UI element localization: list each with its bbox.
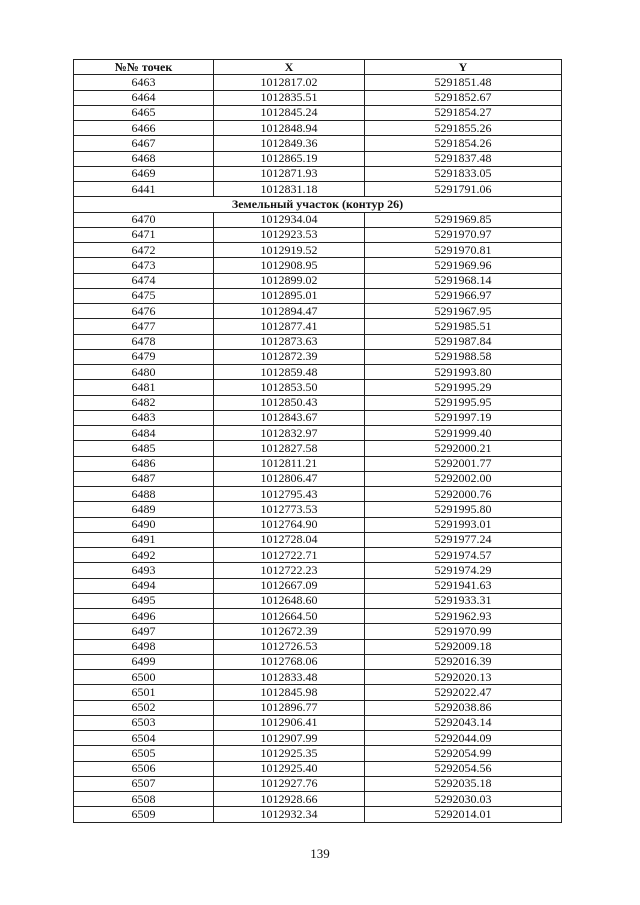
cell-point-number: 6470 — [74, 212, 214, 227]
cell-y: 5291985.51 — [365, 319, 562, 334]
cell-y: 5291852.67 — [365, 90, 562, 105]
cell-point-number: 6477 — [74, 319, 214, 334]
cell-y: 5291999.40 — [365, 426, 562, 441]
cell-point-number: 6441 — [74, 182, 214, 197]
cell-y: 5292043.14 — [365, 715, 562, 730]
cell-y: 5291941.63 — [365, 578, 562, 593]
cell-y: 5291833.05 — [365, 166, 562, 181]
table-row — [74, 90, 562, 105]
cell-point-number: 6489 — [74, 502, 214, 517]
cell-x: 1012934.04 — [214, 212, 365, 227]
cell-x: 1012907.99 — [214, 731, 365, 746]
cell-x: 1012845.24 — [214, 105, 365, 120]
cell-x: 1012773.53 — [214, 502, 365, 517]
cell-x: 1012817.02 — [214, 75, 365, 90]
cell-x: 1012667.09 — [214, 578, 365, 593]
cell-point-number: 6474 — [74, 273, 214, 288]
cell-point-number: 6467 — [74, 136, 214, 151]
table-row — [74, 258, 562, 273]
cell-y: 5291970.99 — [365, 624, 562, 639]
table-row — [74, 136, 562, 151]
cell-point-number: 6478 — [74, 334, 214, 349]
cell-x: 1012722.71 — [214, 548, 365, 563]
cell-y: 5291988.58 — [365, 349, 562, 364]
header-x: X — [214, 60, 365, 75]
cell-point-number: 6464 — [74, 90, 214, 105]
cell-x: 1012894.47 — [214, 304, 365, 319]
cell-x: 1012726.53 — [214, 639, 365, 654]
cell-point-number: 6473 — [74, 258, 214, 273]
cell-point-number: 6471 — [74, 227, 214, 242]
cell-y: 5291969.96 — [365, 258, 562, 273]
table-row — [74, 334, 562, 349]
cell-point-number: 6494 — [74, 578, 214, 593]
header-point-number: №№ точек — [74, 60, 214, 75]
cell-x: 1012859.48 — [214, 365, 365, 380]
cell-point-number: 6499 — [74, 654, 214, 669]
cell-y: 5292038.86 — [365, 700, 562, 715]
cell-x: 1012845.98 — [214, 685, 365, 700]
cell-x: 1012919.52 — [214, 243, 365, 258]
table-row — [74, 75, 562, 90]
cell-point-number: 6492 — [74, 548, 214, 563]
cell-x: 1012896.77 — [214, 700, 365, 715]
table-row — [74, 624, 562, 639]
cell-point-number: 6472 — [74, 243, 214, 258]
table-row — [74, 487, 562, 502]
table-row — [74, 548, 562, 563]
table-row — [74, 182, 562, 197]
cell-x: 1012849.36 — [214, 136, 365, 151]
cell-y: 5291974.57 — [365, 548, 562, 563]
table-row — [74, 365, 562, 380]
cell-point-number: 6497 — [74, 624, 214, 639]
table-row — [74, 670, 562, 685]
cell-x: 1012848.94 — [214, 121, 365, 136]
table-row — [74, 166, 562, 181]
cell-y: 5291855.26 — [365, 121, 562, 136]
cell-y: 5292044.09 — [365, 731, 562, 746]
table-body — [74, 75, 562, 822]
cell-x: 1012728.04 — [214, 532, 365, 547]
cell-y: 5291993.01 — [365, 517, 562, 532]
cell-point-number: 6483 — [74, 410, 214, 425]
cell-y: 5291995.80 — [365, 502, 562, 517]
cell-y: 5291974.29 — [365, 563, 562, 578]
table-row — [74, 273, 562, 288]
table-row — [74, 121, 562, 136]
cell-point-number: 6504 — [74, 731, 214, 746]
section-row — [74, 197, 562, 212]
cell-x: 1012932.34 — [214, 807, 365, 822]
cell-x: 1012806.47 — [214, 471, 365, 486]
table-row — [74, 319, 562, 334]
cell-y: 5291970.81 — [365, 243, 562, 258]
cell-point-number: 6482 — [74, 395, 214, 410]
table-row — [74, 456, 562, 471]
cell-point-number: 6495 — [74, 593, 214, 608]
table-row — [74, 502, 562, 517]
cell-point-number: 6469 — [74, 166, 214, 181]
cell-x: 1012648.60 — [214, 593, 365, 608]
cell-point-number: 6503 — [74, 715, 214, 730]
cell-x: 1012899.02 — [214, 273, 365, 288]
cell-y: 5291933.31 — [365, 593, 562, 608]
cell-point-number: 6484 — [74, 426, 214, 441]
cell-x: 1012877.41 — [214, 319, 365, 334]
cell-y: 5292020.13 — [365, 670, 562, 685]
cell-x: 1012850.43 — [214, 395, 365, 410]
table-row — [74, 792, 562, 807]
table-header-row — [74, 60, 562, 75]
table-row — [74, 563, 562, 578]
cell-x: 1012768.06 — [214, 654, 365, 669]
table-row — [74, 105, 562, 120]
cell-point-number: 6485 — [74, 441, 214, 456]
cell-x: 1012811.21 — [214, 456, 365, 471]
cell-point-number: 6466 — [74, 121, 214, 136]
cell-point-number: 6508 — [74, 792, 214, 807]
cell-point-number: 6468 — [74, 151, 214, 166]
cell-x: 1012872.39 — [214, 349, 365, 364]
cell-y: 5292035.18 — [365, 776, 562, 791]
cell-y: 5292009.18 — [365, 639, 562, 654]
cell-x: 1012925.35 — [214, 746, 365, 761]
table-row — [74, 578, 562, 593]
cell-x: 1012928.66 — [214, 792, 365, 807]
cell-point-number: 6486 — [74, 456, 214, 471]
table-row — [74, 700, 562, 715]
cell-x: 1012871.93 — [214, 166, 365, 181]
cell-y: 5292022.47 — [365, 685, 562, 700]
cell-point-number: 6479 — [74, 349, 214, 364]
cell-point-number: 6490 — [74, 517, 214, 532]
cell-y: 5291966.97 — [365, 288, 562, 303]
coordinates-table — [73, 59, 562, 823]
page-number: 139 — [310, 846, 330, 861]
section-title: Земельный участок (контур 26) — [74, 197, 562, 212]
cell-point-number: 6488 — [74, 487, 214, 502]
cell-y: 5292054.56 — [365, 761, 562, 776]
table-row — [74, 532, 562, 547]
cell-point-number: 6501 — [74, 685, 214, 700]
cell-x: 1012795.43 — [214, 487, 365, 502]
cell-y: 5292000.76 — [365, 487, 562, 502]
cell-point-number: 6487 — [74, 471, 214, 486]
cell-y: 5292002.00 — [365, 471, 562, 486]
cell-point-number: 6476 — [74, 304, 214, 319]
table-row — [74, 380, 562, 395]
table-row — [74, 715, 562, 730]
cell-x: 1012827.58 — [214, 441, 365, 456]
cell-x: 1012925.40 — [214, 761, 365, 776]
cell-y: 5291977.24 — [365, 532, 562, 547]
cell-point-number: 6509 — [74, 807, 214, 822]
cell-y: 5292001.77 — [365, 456, 562, 471]
cell-point-number: 6500 — [74, 670, 214, 685]
table-row — [74, 654, 562, 669]
table-row — [74, 807, 562, 822]
cell-y: 5292030.03 — [365, 792, 562, 807]
table-row — [74, 761, 562, 776]
cell-point-number: 6505 — [74, 746, 214, 761]
cell-y: 5291969.85 — [365, 212, 562, 227]
table-row — [74, 517, 562, 532]
cell-point-number: 6493 — [74, 563, 214, 578]
table-row — [74, 685, 562, 700]
cell-y: 5291995.95 — [365, 395, 562, 410]
cell-y: 5291995.29 — [365, 380, 562, 395]
table-row — [74, 746, 562, 761]
cell-point-number: 6480 — [74, 365, 214, 380]
table-row — [74, 609, 562, 624]
cell-x: 1012832.97 — [214, 426, 365, 441]
cell-x: 1012764.90 — [214, 517, 365, 532]
cell-y: 5291854.27 — [365, 105, 562, 120]
cell-y: 5291854.26 — [365, 136, 562, 151]
cell-y: 5291791.06 — [365, 182, 562, 197]
cell-x: 1012923.53 — [214, 227, 365, 242]
table-row — [74, 410, 562, 425]
cell-x: 1012895.01 — [214, 288, 365, 303]
table-row — [74, 243, 562, 258]
cell-y: 5291993.80 — [365, 365, 562, 380]
table-row — [74, 776, 562, 791]
cell-y: 5292054.99 — [365, 746, 562, 761]
table-row — [74, 349, 562, 364]
table-row — [74, 471, 562, 486]
table-row — [74, 304, 562, 319]
cell-point-number: 6465 — [74, 105, 214, 120]
cell-x: 1012843.67 — [214, 410, 365, 425]
table-row — [74, 731, 562, 746]
cell-point-number: 6481 — [74, 380, 214, 395]
cell-y: 5291987.84 — [365, 334, 562, 349]
cell-y: 5291967.95 — [365, 304, 562, 319]
cell-y: 5292016.39 — [365, 654, 562, 669]
cell-point-number: 6507 — [74, 776, 214, 791]
cell-y: 5291997.19 — [365, 410, 562, 425]
cell-y: 5291962.93 — [365, 609, 562, 624]
table-row — [74, 227, 562, 242]
cell-x: 1012722.23 — [214, 563, 365, 578]
cell-x: 1012833.48 — [214, 670, 365, 685]
cell-point-number: 6463 — [74, 75, 214, 90]
cell-x: 1012865.19 — [214, 151, 365, 166]
table-row — [74, 426, 562, 441]
table-row — [74, 212, 562, 227]
table-row — [74, 639, 562, 654]
cell-y: 5292014.01 — [365, 807, 562, 822]
header-y: Y — [365, 60, 562, 75]
table-row — [74, 395, 562, 410]
cell-point-number: 6496 — [74, 609, 214, 624]
cell-x: 1012831.18 — [214, 182, 365, 197]
cell-x: 1012835.51 — [214, 90, 365, 105]
table-row — [74, 288, 562, 303]
cell-y: 5291851.48 — [365, 75, 562, 90]
cell-y: 5291968.14 — [365, 273, 562, 288]
cell-point-number: 6491 — [74, 532, 214, 547]
cell-point-number: 6502 — [74, 700, 214, 715]
cell-x: 1012927.76 — [214, 776, 365, 791]
table-row — [74, 593, 562, 608]
cell-point-number: 6498 — [74, 639, 214, 654]
cell-x: 1012672.39 — [214, 624, 365, 639]
table-row — [74, 151, 562, 166]
cell-x: 1012906.41 — [214, 715, 365, 730]
cell-x: 1012873.63 — [214, 334, 365, 349]
cell-y: 5291970.97 — [365, 227, 562, 242]
table-row — [74, 441, 562, 456]
cell-x: 1012664.50 — [214, 609, 365, 624]
cell-point-number: 6506 — [74, 761, 214, 776]
cell-point-number: 6475 — [74, 288, 214, 303]
cell-y: 5292000.21 — [365, 441, 562, 456]
cell-x: 1012908.95 — [214, 258, 365, 273]
cell-y: 5291837.48 — [365, 151, 562, 166]
cell-x: 1012853.50 — [214, 380, 365, 395]
